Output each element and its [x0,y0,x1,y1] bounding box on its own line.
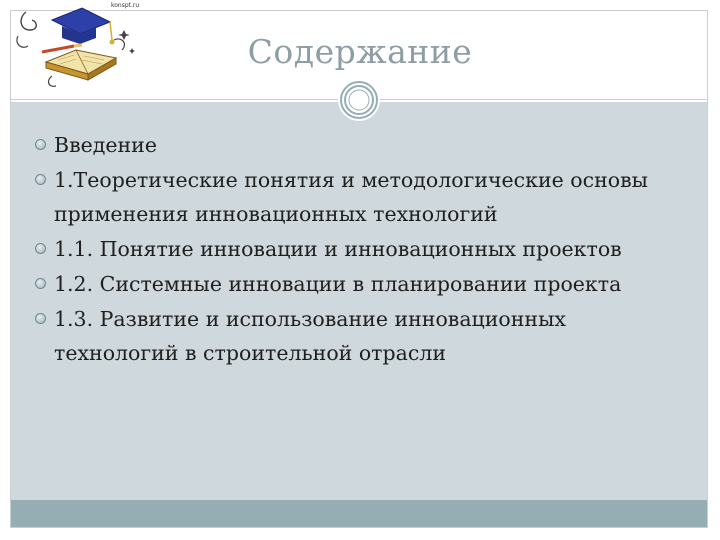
list-item-text: 1.Теоретические понятия и методологические основы применения инновационных технологий [54,168,648,226]
list-item [35,267,675,301]
list-item-text: 1.1. Понятие инновации и инновационных проектов [54,237,622,261]
bullet-icon [35,243,46,254]
bullet-icon [35,139,46,150]
bottom-bar [11,500,707,527]
list-item [35,302,675,370]
list-item-text: 1.2. Системные инновации в планировании проекта [54,272,622,296]
list-item-text: Введение [54,133,157,157]
list-item [35,128,675,162]
bullet-icon [35,174,46,185]
list-item [35,163,675,231]
bullet-icon [35,313,46,324]
list-item-text: 1.3. Развитие и использование инновационных технологий в строительной отрасли [54,307,566,365]
list-item [35,232,675,266]
circle-ornament-icon [337,78,381,122]
logo-text: konspt.ru [111,2,140,9]
bullet-icon [35,278,46,289]
slide-title: Содержание [247,32,473,71]
contents-list [35,128,675,371]
